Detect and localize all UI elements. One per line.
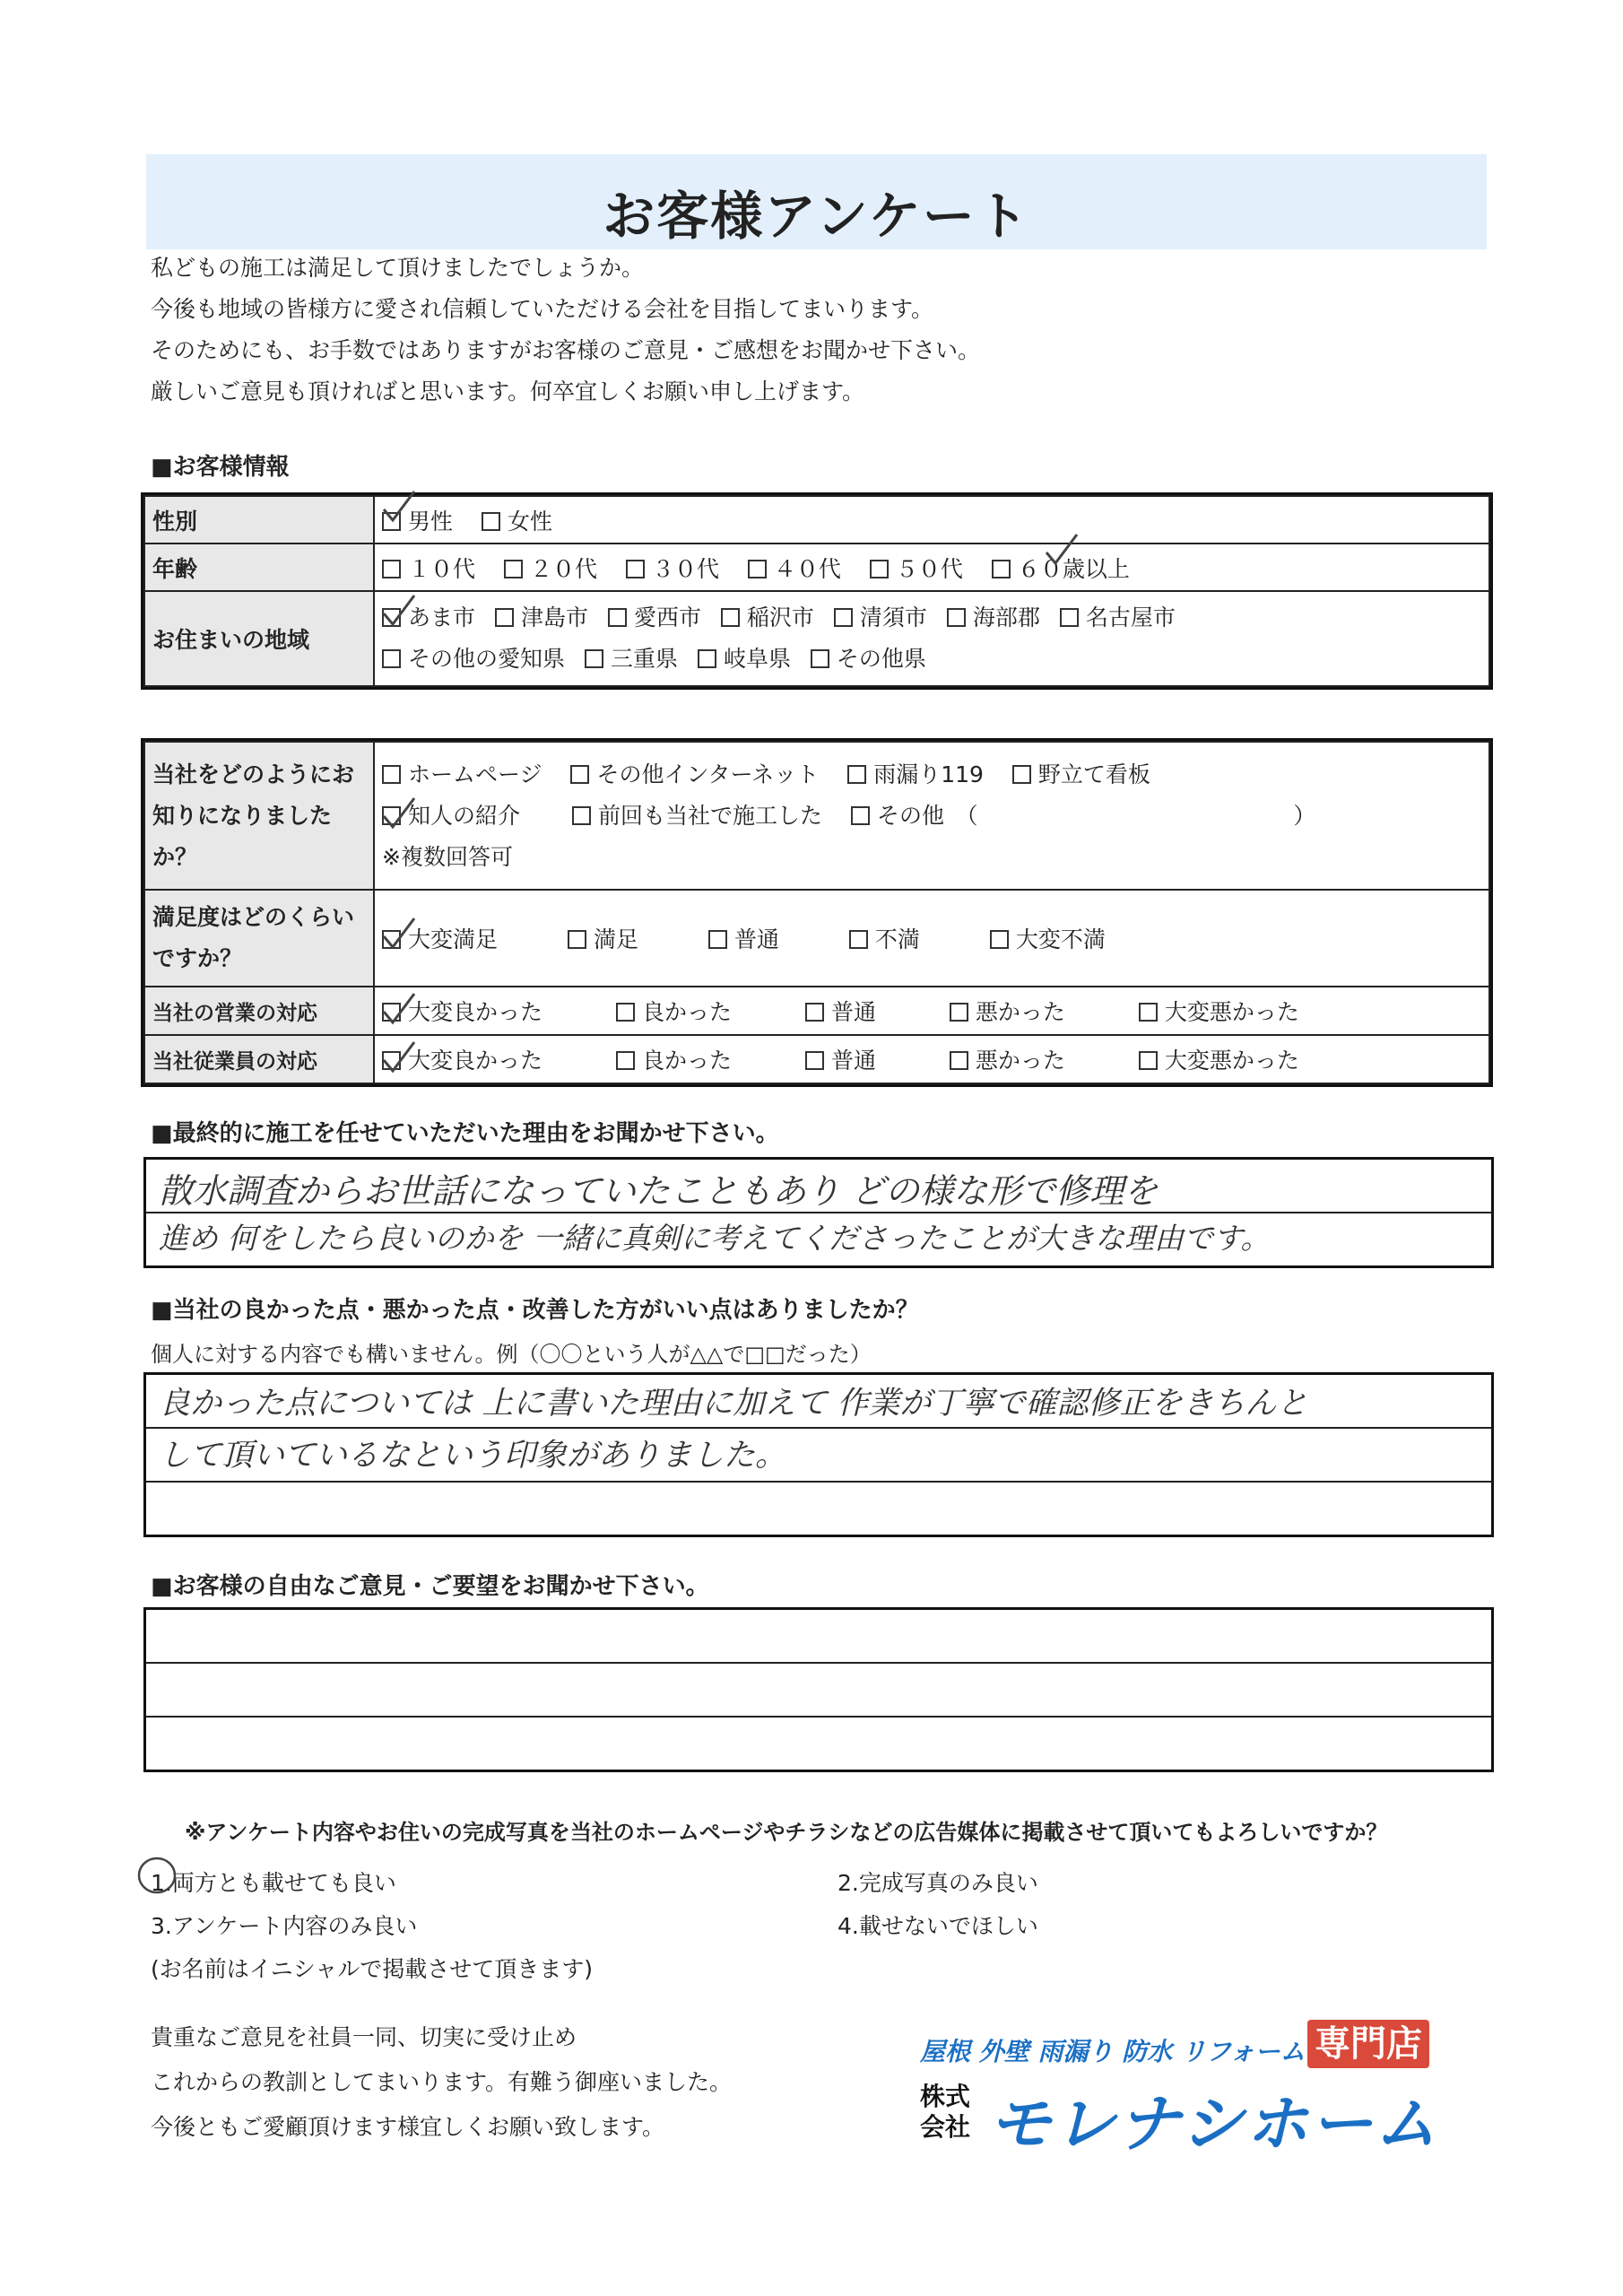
good-bad-heading: ■当社の良かった点・悪かった点・改善した方がいい点はありましたか？ [151, 1297, 919, 1324]
staff-options [374, 1035, 1489, 1083]
intro-line: 今後も地域の皆様方に愛され信頼していただける会社を目指してまいります。 [151, 296, 934, 322]
satisfaction-label: 満足度はどのくらいですか？ [144, 890, 374, 987]
ruled-line [146, 1427, 1491, 1429]
checkbox[interactable] [805, 1003, 824, 1022]
how-option-other[interactable] [851, 796, 978, 837]
checkbox[interactable] [805, 1051, 824, 1070]
satisfaction-option[interactable] [990, 922, 1106, 954]
closing-text [151, 2015, 732, 2150]
sales-options [374, 987, 1489, 1035]
option-label: その他インターネット [596, 761, 820, 787]
option-label: 野立て看板 [1037, 761, 1150, 787]
how-option[interactable] [572, 796, 822, 837]
region-option[interactable] [811, 639, 926, 680]
checkbox[interactable] [1139, 1051, 1158, 1070]
age-option[interactable] [504, 552, 597, 584]
option-label: 名古屋市 [1085, 604, 1176, 631]
staff-label: 当社従業員の対応 [144, 1035, 374, 1083]
option-label: 男性 [408, 508, 454, 535]
option-label: １０代 [408, 555, 476, 582]
option-label: その他の愛知県 [408, 646, 566, 672]
checkmark-icon [380, 915, 416, 951]
ruled-line [146, 1716, 1491, 1718]
option-label: 大変悪かった [1164, 999, 1299, 1025]
how-option[interactable] [847, 754, 984, 796]
checkmark-icon [380, 592, 416, 628]
checkbox[interactable] [495, 608, 514, 627]
sales-option[interactable] [1139, 995, 1299, 1027]
how-note: ※複数回答可 [382, 843, 513, 870]
survey-table [143, 741, 1490, 1084]
closing-line: これからの教訓としてまいります。有難う御座いました。 [151, 2069, 733, 2095]
consent-option-3[interactable]: 3.アンケート内容のみ良い [151, 1913, 418, 1939]
option-label: 清須市 [859, 604, 927, 631]
checkbox[interactable] [482, 512, 500, 531]
checkbox[interactable] [947, 608, 966, 627]
age-option[interactable] [382, 552, 475, 584]
how-row [382, 754, 1481, 796]
consent-option-1[interactable]: 1.両方とも載せても良い [151, 1870, 396, 1896]
ruled-line [146, 1662, 1491, 1664]
checkbox[interactable] [990, 930, 1009, 949]
region-option[interactable] [495, 597, 588, 639]
age-option[interactable] [748, 552, 841, 584]
logo-badge: 専門店 [1307, 2020, 1429, 2068]
intro-text [151, 248, 980, 413]
reason-answer-box [143, 1157, 1494, 1268]
staff-option[interactable] [805, 1043, 876, 1075]
checkbox[interactable] [570, 765, 589, 784]
age-label: 年齢 [144, 544, 374, 591]
page-title: お客様アンケート [603, 186, 1030, 247]
checkmark-icon [380, 795, 416, 831]
age-option[interactable] [870, 552, 963, 584]
option-label: 悪かった [975, 1048, 1065, 1074]
checkmark-icon [380, 488, 416, 524]
checkbox[interactable] [382, 765, 401, 784]
region-option[interactable] [947, 597, 1040, 639]
checkbox[interactable] [851, 806, 870, 825]
region-options [374, 591, 1489, 686]
option-label: 普通 [830, 1048, 876, 1074]
checkbox[interactable] [708, 930, 727, 949]
intro-line: 厳しいご意見も頂ければと思います。何卒宜しくお願い申し上げます。 [151, 378, 865, 404]
option-label: あま市 [408, 604, 476, 631]
age-options [374, 544, 1489, 591]
checkbox[interactable] [608, 608, 627, 627]
checkbox[interactable] [870, 560, 889, 578]
staff-option[interactable] [950, 1043, 1065, 1075]
region-option[interactable] [382, 639, 565, 680]
option-label: 大変不満 [1015, 926, 1106, 952]
good-bad-answer-line: して頂いているなという印象がありました。 [159, 1438, 787, 1474]
checkbox[interactable] [504, 560, 523, 578]
region-row [382, 639, 1481, 680]
checkbox[interactable] [382, 560, 401, 578]
region-row [382, 597, 1481, 639]
how-option[interactable] [570, 754, 819, 796]
region-label: お住まいの地域 [144, 591, 374, 686]
customer-info-table [143, 495, 1490, 687]
checkbox[interactable] [698, 649, 716, 668]
option-label: 津島市 [520, 604, 588, 631]
sales-option[interactable] [805, 995, 876, 1027]
checkmark-icon [380, 1039, 416, 1074]
checkmark-icon [1043, 531, 1079, 567]
checkbox[interactable] [847, 765, 866, 784]
closing-line: 今後ともご愛顧頂けます様宜しくお願い致します。 [151, 2114, 665, 2140]
option-label: 大変良かった [408, 999, 543, 1025]
checkbox[interactable] [950, 1003, 968, 1022]
option-label: 岐阜県 [723, 646, 791, 672]
checkbox[interactable] [1139, 1003, 1158, 1022]
region-option[interactable] [585, 639, 678, 680]
satisfaction-option[interactable] [708, 922, 779, 954]
option-label: 良かった [641, 999, 732, 1025]
option-label: ４０代 [773, 555, 841, 582]
how-label: 当社をどのようにお知りになりましたか？ [144, 742, 374, 890]
option-label: 大変満足 [408, 926, 499, 952]
sales-label: 当社の営業の対応 [144, 987, 374, 1035]
option-label: 雨漏り119 [873, 761, 984, 787]
intro-line: そのためにも、お手数ではありますがお客様のご意見・ご感想をお聞かせ下さい。 [151, 337, 981, 363]
checkbox[interactable] [950, 1051, 968, 1070]
sales-option[interactable] [950, 995, 1065, 1027]
option-label: ５０代 [895, 555, 963, 582]
option-label: ６０歳以上 [1017, 555, 1130, 582]
option-label: 三重県 [610, 646, 678, 672]
option-label: 大変良かった [408, 1048, 543, 1074]
how-option[interactable] [1012, 754, 1150, 796]
free-comment-box[interactable] [143, 1607, 1494, 1772]
how-option[interactable] [382, 754, 542, 796]
option-label: 前回も当社で施工した [597, 802, 822, 829]
option-label: 稲沢市 [746, 604, 814, 631]
option-label: 普通 [830, 999, 876, 1025]
checkbox[interactable] [626, 560, 645, 578]
option-label: 悪かった [975, 999, 1065, 1025]
checkbox[interactable] [616, 1051, 635, 1070]
checkbox[interactable] [834, 608, 853, 627]
checkbox[interactable] [992, 560, 1011, 578]
age-option[interactable] [626, 552, 719, 584]
gender-options [374, 496, 1489, 544]
logo-tagline: 屋根 外壁 雨漏り 防水 リフォーム [920, 2037, 1306, 2066]
logo-kaisha: 会社 [920, 2112, 971, 2142]
other-close-paren: ） [1293, 802, 1316, 829]
option-label: 満足 [593, 926, 638, 952]
region-option[interactable] [608, 597, 701, 639]
how-row [382, 796, 1481, 837]
checkbox[interactable] [585, 649, 603, 668]
option-label: その他県 [836, 646, 926, 672]
checkmark-icon [380, 990, 416, 1026]
checkbox[interactable] [721, 608, 740, 627]
logo-kabushiki: 株式 [920, 2082, 971, 2111]
checkbox[interactable] [572, 806, 591, 825]
title-band [146, 154, 1487, 249]
sales-option[interactable] [616, 995, 732, 1027]
staff-option[interactable] [1139, 1043, 1299, 1075]
consent-note: (お名前はイニシャルで掲載させて頂きます) [151, 1956, 594, 1982]
checkbox[interactable] [1012, 765, 1031, 784]
region-option[interactable] [834, 597, 927, 639]
reason-answer-line: 進め 何をしたら良いのかを 一緒に真剣に考えてくださったことが大きな理由です。 [159, 1221, 1271, 1256]
consent-question: ※アンケート内容やお住いの完成写真を当社のホームページやチラシなどの広告媒体に掲載させて頂いてもよろしいですか？ [185, 1820, 1388, 1845]
option-label: 知人の紹介 [408, 802, 521, 829]
customer-info-heading: ■お客様情報 [151, 454, 290, 481]
region-option[interactable] [721, 597, 814, 639]
option-label: 海部郡 [972, 604, 1040, 631]
option-label: 不満 [874, 926, 920, 952]
gender-option-female[interactable] [482, 504, 552, 536]
logo-company-name: モレナシホーム [988, 2087, 1439, 2161]
satisfaction-option[interactable] [568, 922, 638, 954]
option-label: 良かった [641, 1048, 732, 1074]
checkbox[interactable] [1060, 608, 1079, 627]
free-comment-heading: ■お客様の自由なご意見・ご要望をお聞かせ下さい。 [151, 1573, 709, 1600]
ruled-line [146, 1481, 1491, 1483]
checkbox[interactable] [382, 649, 401, 668]
region-option[interactable] [698, 639, 791, 680]
checkbox[interactable] [568, 930, 586, 949]
consent-option-4[interactable]: 4.載せないでほしい [838, 1913, 1038, 1939]
checkbox[interactable] [616, 1003, 635, 1022]
circle-mark-icon [135, 1853, 179, 1898]
good-bad-answer-line: 良かった点については 上に書いた理由に加えて 作業が丁寧で確認修正をきちんと [159, 1386, 1308, 1422]
how-options [374, 742, 1489, 890]
option-label: ２０代 [529, 555, 597, 582]
option-label: 普通 [733, 926, 779, 952]
option-label: ３０代 [651, 555, 719, 582]
satisfaction-option[interactable] [849, 922, 920, 954]
intro-line: 私どもの施工は満足して頂けましたでしょうか。 [151, 255, 645, 281]
staff-option[interactable] [616, 1043, 732, 1075]
gender-label: 性別 [144, 496, 374, 544]
option-label: その他 （ [876, 802, 978, 829]
option-label: 大変悪かった [1164, 1048, 1299, 1074]
good-bad-answer-box [143, 1372, 1494, 1537]
satisfaction-options [374, 890, 1489, 987]
option-label: ホームページ [408, 761, 542, 787]
closing-line: 貴重なご意見を社員一同、切実に受け止め [151, 2024, 577, 2050]
good-bad-note: 個人に対する内容でも構いません。例（〇〇という人が△△で□□だった） [151, 1342, 872, 1367]
consent-option-2[interactable]: 2.完成写真のみ良い [838, 1870, 1038, 1896]
checkbox[interactable] [748, 560, 767, 578]
checkbox[interactable] [811, 649, 829, 668]
option-label: 女性 [507, 508, 552, 535]
checkbox[interactable] [849, 930, 868, 949]
reason-heading: ■最終的に施工を任せていただいた理由をお聞かせ下さい。 [151, 1120, 779, 1147]
region-option[interactable] [1060, 597, 1176, 639]
company-logo [913, 2014, 1469, 2161]
option-label: 愛西市 [633, 604, 701, 631]
reason-answer-line: 散水調査からお世話になっていたこともあり どの様な形で修理を [159, 1171, 1159, 1211]
